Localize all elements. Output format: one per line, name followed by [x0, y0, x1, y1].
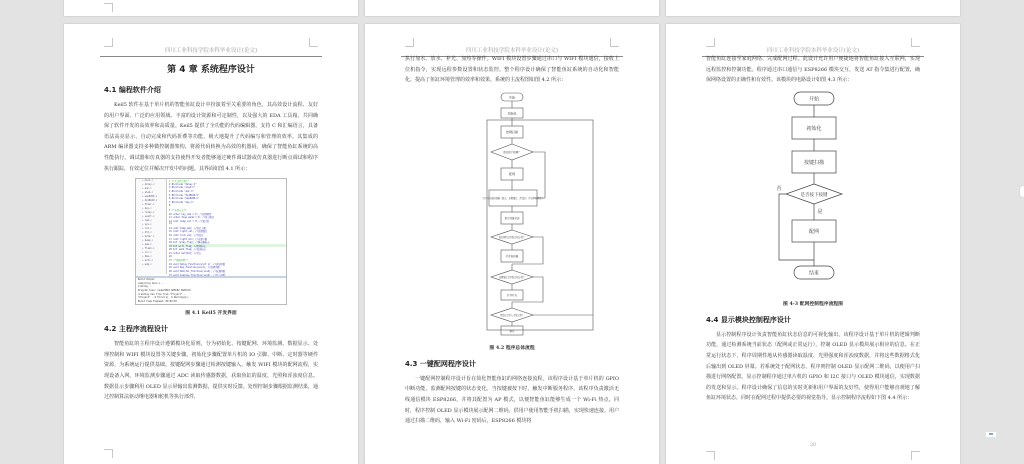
- project-tree: [136, 179, 167, 274]
- tree-item: ▫ ds18b20.c: [142, 199, 158, 203]
- tree-item: ▫ timer.c: [142, 203, 155, 207]
- tree-item: ▫ dma.c: [142, 255, 152, 259]
- running-header: 四川工业科技学院本科毕业设计(论文): [100, 46, 322, 57]
- code-line: 22: [169, 254, 172, 258]
- svg-text:初始化: 初始化: [507, 111, 517, 116]
- output-line: compiling main.c...: [138, 281, 165, 285]
- output-line: Build Output: [138, 278, 155, 282]
- svg-text:光照强度是否低于设定值？: 光照强度是否低于设定值？: [498, 275, 526, 279]
- output-line: creating hex file from "Project"...: [138, 292, 187, 296]
- code-line: 19 bit wifi_flag; //配网标志: [169, 244, 286, 248]
- keil5-ide-screenshot: [135, 178, 287, 305]
- code-line: 25 void Key_Function(void); //按键函数: [169, 266, 220, 270]
- svg-text:是否按下按键: 是否按下按键: [800, 192, 828, 198]
- paragraph: 智能鱼缸的主程序设计遵循模块化原则，分为初始化、按键配网、环境监测、数据显示、处理控制和 WIFI 模块设置等关键步骤。初始化步骤配置单片机的 IO 引脚、中断、定时器等硬件资源，为系统运行提供基础。按键配网步骤通过检测按键输入，触发 WIFI 模块的配网流程，实现设备入网。环境监测步骤通过 ADC 读取传感器数据，获取鱼缸的温度、光照和浑浊度信息。数据显示步骤利用 OLED 显示屏输出监测数据，提供实时反馈。处理控制步骤根据监测结果，通过控制算法驱动继电器和舵机等执行部件，: [104, 341, 318, 401]
- tree-item: ▫ motor.c: [142, 235, 155, 239]
- output-line: linking...: [138, 285, 152, 289]
- tree-item: ▫ exti.c: [142, 259, 154, 263]
- tree-item: ▫ pwm.c: [142, 243, 152, 247]
- code-line: 3 #include "oled.h": [169, 186, 196, 190]
- figure-caption-4-3: 图 4-3 配网控制程序流程图: [783, 300, 843, 307]
- tree-item: ▫ esp8266.c: [142, 195, 158, 199]
- tree-item: ▫ adc.c: [142, 187, 152, 191]
- svg-text:打开灯光: 打开灯光: [506, 293, 518, 297]
- paragraph: Keil5 软件在基于单片机的智能鱼缸设计中扮演着至关重要的角色，其高效设计流程、友好的用户界面、广泛的应用领域、丰富的设计资源和可定制性，以及强大的 EDA 工具箱，共同确保了软件开发的高效率和高质量。Keil5 提供了全功能的代码编辑器，支持 C 和汇编语言，具备语法高亮显示、自动完成和代码折叠等功能，极大地提升了代码编写和管理的效率。其集成的 ARM 编译器支持多种微控制器架构，将源代码转换为高效的机器码，确保了智能鱼缸系统的高性能执行。调试器和仿真器的支持使得开发者能够通过硬件调试器或仿真器进行断点调试和程序执行跟踪，有效定位并解决开发中的问题。其界面如图 4.1 所示：: [104, 102, 318, 172]
- chapter-title: 第 4 章 系统程序设计: [167, 65, 255, 75]
- svg-text:打开加热器: 打开加热器: [505, 254, 519, 258]
- svg-text:按键扫描: 按键扫描: [505, 129, 519, 134]
- paragraph: 显示控制程序设计负责智能鱼缸状态信息的可视化输出。该程序设计基于单片机的逻辑判断功能，通过检测系统当前状态（配网或正常运行），控制 OLED 显示模块展示相应的信息。在正常运行状态下，程序周期性地从传感器读取温度、光照强度和浑浊度数据，并将这些数据格式化后输出到 OLED 屏幕。若系统处于配网状态，程序则控制 OLED 显示配网二维码，以便用户扫描进行网络配置。显示控制程序通过单片机的 GPIO 和 I2C 接口与 OLED 模块通信，实现数据的发送和显示。程序设计确保了信息的实时更新和用户界面的友好性，使得用户能够直观地了解鱼缸环境状态，同时在配网过程中提供必要的视觉指导。显示控制程序流程如下图 4.4 所示：: [706, 331, 920, 402]
- svg-text:显示设备状态: 显示设备状态: [504, 216, 520, 220]
- running-header: 四川工业科技学院本科毕业设计(论文): [401, 46, 623, 57]
- output-line: Program Size: Code=5842 RAM=82 XDATA=0: [138, 288, 191, 292]
- running-header: 四川工业科技学院本科毕业设计(论文): [702, 46, 924, 57]
- svg-text:按键扫描: 按键扫描: [803, 159, 825, 166]
- code-line: 27 void Display_Function(void); //显示函数: [169, 273, 226, 277]
- tree-item: ▫ relay.c: [142, 211, 155, 215]
- scroll-indicator[interactable]: [986, 432, 996, 437]
- tree-item: ▫ oled.c: [142, 191, 154, 195]
- tree-item: ▫ sys.c: [142, 223, 152, 227]
- code-line: 23 /*函数声明*/: [169, 259, 188, 263]
- previous-page-3: [666, 0, 960, 16]
- side-panel-toggle[interactable]: [1020, 186, 1024, 197]
- svg-text:配网: 配网: [508, 171, 516, 176]
- code-line: 12 uint temp_val = 0; //温度值: [169, 219, 210, 223]
- code-line: 4 #include "adc.h": [169, 189, 194, 193]
- page-20: [666, 24, 960, 464]
- svg-text:换水: 换水: [509, 329, 515, 333]
- code-line: 10 uchar key_num = 0; //按键键值: [169, 212, 212, 216]
- figure-caption-4-2: 图 4.2 程序总体流程: [489, 344, 535, 351]
- paragraph: 一键配网控制程序设计旨在简化智能鱼缸的网络连接流程。该程序设计基于单片机的 GPIO 中断功能，监测配网按键的状态变化。当按键被按下时，触发中断服务程序。该程序负责激活无线通信模块 ESP8266，并将其配置为 AP 模式，以便智能鱼缸能够生成一个 Wi-Fi 热点。同时，程序控制 OLED 显示模块展示配网二维码，供用户使用智能手机扫描，实现快速连接。用户通过扫描二维码，输入 Wi-Fi 密码后，ESP8266 模块将: [405, 375, 619, 425]
- code-line: 21 uchar buf[16]; //缓存: [169, 252, 202, 256]
- svg-text:是: 是: [817, 208, 823, 215]
- tree-item: ▫ flash.c: [142, 247, 155, 251]
- tree-item: ▫ delay.c: [142, 183, 155, 187]
- svg-text:开始: 开始: [808, 96, 820, 103]
- tree-item: ▫ wdg.c: [142, 263, 152, 267]
- code-line: 20 bit send_flag; //发送标志: [169, 248, 206, 252]
- tree-item: ▫ beep.c: [142, 239, 154, 243]
- code-line: 9 /*变量定义*/: [169, 208, 187, 212]
- svg-text:结束: 结束: [808, 270, 820, 277]
- page-19: [365, 24, 659, 464]
- page-number: 20: [810, 443, 816, 448]
- code-editor: [169, 179, 286, 277]
- code-line: 13: [169, 222, 172, 226]
- tree-item: ▫ lcd.c: [142, 227, 152, 231]
- code-line: 14 uint temp_max; //温度上限: [169, 226, 206, 230]
- svg-text:开始: 开始: [508, 95, 516, 100]
- build-output: [136, 276, 286, 304]
- code-line: 7 #include "key.h": [169, 200, 194, 204]
- tree-item: ▫ main.c: [142, 179, 154, 183]
- network-config-flowchart: [706, 88, 920, 298]
- output-line: Build Time Elapsed: 00:00:03: [138, 299, 177, 303]
- code-line: 11 uchar disp_mode = 0; //显示模式: [169, 216, 215, 220]
- page-18: [64, 24, 358, 464]
- paragraph: 智能鱼缸连接至家庭网络，完成配网过程。此设计允许用户便捷地将智能鱼缸接入互联网，实现远程监控和控制功能。程序通过串口通信与 ESP8266 模块交互，发送 AT 指令集进行配置，确保网络设置的正确性和有效性。该模块的电路设计如图 4.3 所示：: [706, 56, 920, 84]
- tree-item: ▫ key.c: [142, 207, 152, 211]
- code-line: 24 void Delay_Function(uint x); //延时函数: [169, 262, 226, 266]
- figure-caption-4-1: 图 4.1 Keil5 开发界面: [185, 310, 237, 317]
- previous-page-1: [64, 0, 358, 16]
- section-title-4-1: 4.1 编程软件介绍: [104, 86, 161, 94]
- tree-item: ▫ dht.c: [142, 231, 152, 235]
- code-line: 26 void Monitor_Function(void); //监测函数: [169, 270, 226, 273]
- svg-text:配网: 配网: [808, 228, 820, 235]
- paragraph: 执行加水、放水、补光、加热等操作。WIFI 模块设置步骤通过串口与 WIFI 模块通信，接收上位机指令，实现远程参数设置和状态监控。整个程序设计确保了智能鱼缸系统的自动化和智能化，提高了鱼缸环境管理的效率和效果。系统的主流程图如图 4.2 所示：: [405, 56, 619, 84]
- tree-item: ▫ iic.c: [142, 251, 152, 255]
- tree-item: ▫ usart.c: [142, 215, 155, 219]
- svg-text:否: 否: [776, 185, 782, 192]
- code-line: 5 #include "ds18b20.h": [169, 193, 200, 197]
- code-line: 8: [169, 204, 171, 208]
- previous-page-2: [365, 0, 659, 16]
- code-line: 18 bit relay_flag; //继电器标志: [169, 241, 210, 245]
- code-line: 6 #include "esp8266.h": [169, 197, 200, 201]
- svg-text:初始化: 初始化: [806, 125, 822, 132]
- tree-item: ▫ led.c: [142, 219, 152, 223]
- section-title-4-4: 4.4 显示模块控制程序设计: [706, 315, 791, 324]
- section-title-4-3: 4.3 一键配网程序设计: [405, 359, 476, 368]
- code-line: 17 uint light_min; //光照下限: [169, 237, 208, 241]
- code-line: 16 uint turb_val; //浑浊度: [169, 234, 204, 238]
- svg-text:等待并读取传感器（温度、光照强度、浑浊度）并显示在屏幕上: 等待并读取传感器（温度、光照强度、浑浊度）并显示在屏幕上: [482, 196, 544, 200]
- svg-text:浑浊度是否大于设定值？: 浑浊度是否大于设定值？: [499, 313, 525, 317]
- svg-text:是否按下按键？: 是否按下按键？: [503, 150, 521, 154]
- code-line: 2 #include "delay.h": [169, 182, 197, 186]
- code-line: 15 uint light_val; //光照强度: [169, 230, 208, 234]
- section-title-4-2: 4.2 主程序流程设计: [104, 325, 168, 334]
- main-program-flowchart: [405, 90, 619, 340]
- output-line: "Project" - 0 Error(s), 0 Warning(s).: [138, 296, 190, 300]
- code-line: 1 /*头文件引用*/: [169, 180, 189, 184]
- svg-text:温度数值是否低于设定值？: 温度数值是否低于设定值？: [498, 235, 526, 239]
